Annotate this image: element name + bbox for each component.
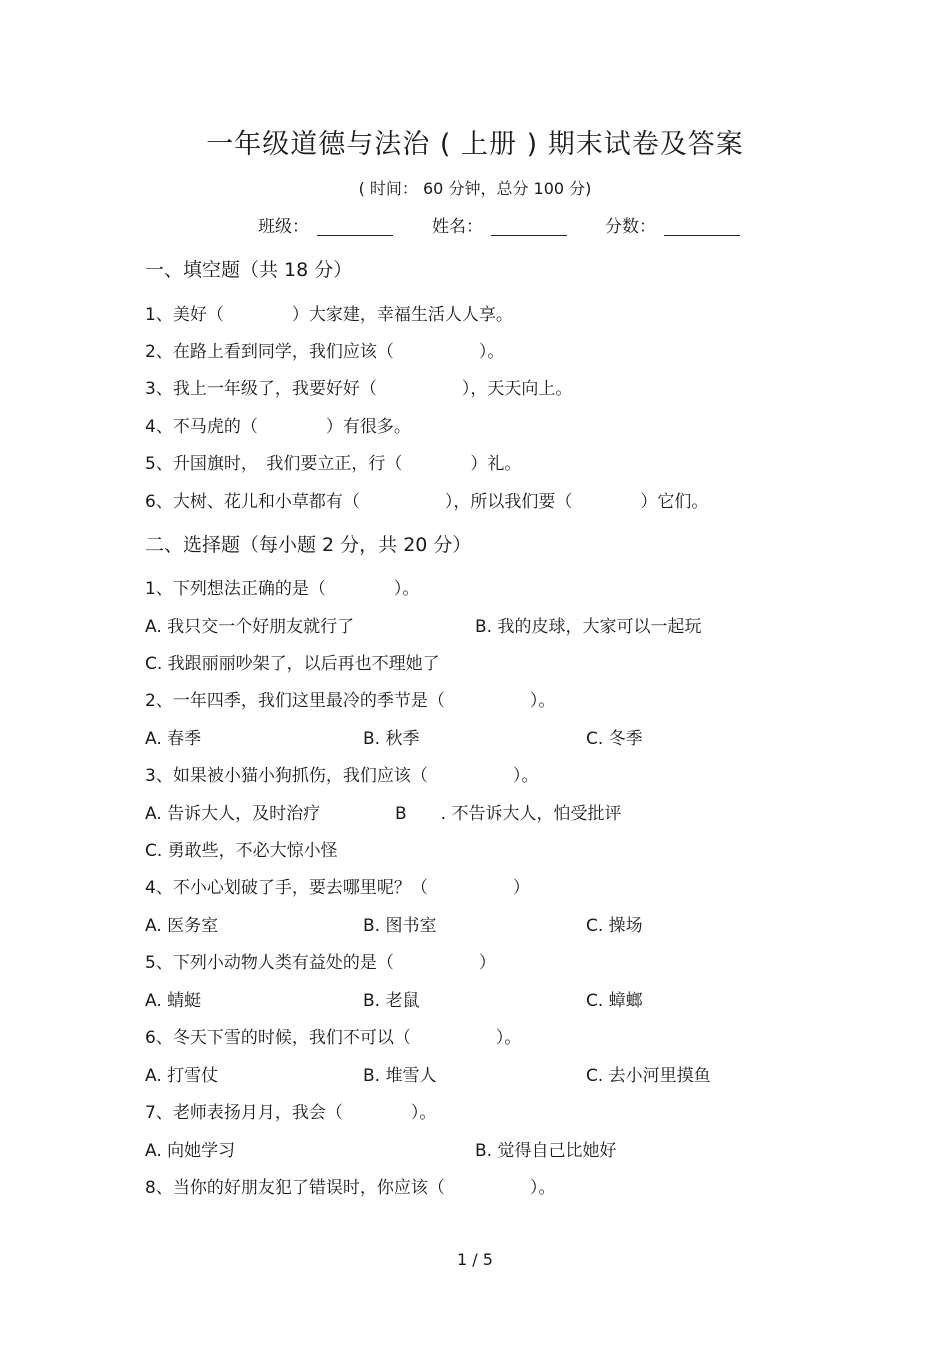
- exam-subtitle: ( 时间： 60 分钟，总分 100 分): [358, 179, 592, 198]
- name-blank: [491, 217, 567, 236]
- class-field: [258, 212, 393, 237]
- name-field: [432, 212, 567, 237]
- option-a: A. 向她学习: [145, 1141, 236, 1161]
- option-a: A. 我只交一个好朋友就行了: [145, 617, 355, 637]
- option-b: B. 我的皮球，大家可以一起玩: [475, 617, 702, 637]
- section-1-heading: 一、填空题（共 18 分）: [145, 259, 353, 281]
- option-b: B. 老鼠: [363, 991, 420, 1011]
- class-label: 班级：: [258, 217, 309, 237]
- choice-question: 6、冬天下雪的时候，我们不可以（ ）。: [145, 1028, 522, 1048]
- option-a: A. 春季: [145, 729, 202, 749]
- option-a: A. 告诉大人，及时治疗: [145, 804, 321, 824]
- option-a: A. 医务室: [145, 916, 219, 936]
- page-number: 1 / 5: [457, 1250, 493, 1269]
- option-c: C. 操场: [586, 916, 643, 936]
- option-c: C. 去小河里摸鱼: [586, 1066, 711, 1086]
- score-field: [605, 212, 740, 237]
- fill-question: 6、大树、花儿和小草都有（ ），所以我们要（ ）它们。: [145, 492, 709, 512]
- name-label: 姓名：: [432, 217, 483, 237]
- choice-question: 1、下列想法正确的是（ ）。: [145, 579, 420, 599]
- fill-question: 5、升国旗时， 我们要立正，行（ ）礼。: [145, 454, 522, 474]
- option-c: C. 冬季: [586, 729, 643, 749]
- class-blank: [317, 217, 393, 236]
- choice-question: 3、如果被小猫小狗抓伤，我们应该（ ）。: [145, 766, 539, 786]
- fill-question: 4、不马虎的（ ）有很多。: [145, 417, 411, 437]
- option-c: C. 勇敢些，不必大惊小怪: [145, 841, 338, 861]
- option-a: A. 蜻蜓: [145, 991, 202, 1011]
- option-b: B. 秋季: [363, 729, 420, 749]
- choice-question: 8、当你的好朋友犯了错误时，你应该（ ）。: [145, 1178, 556, 1198]
- fill-question: 3、我上一年级了，我要好好（ ），天天向上。: [145, 379, 573, 399]
- option-c: C. 我跟丽丽吵架了，以后再也不理她了: [145, 654, 440, 674]
- score-label: 分数：: [605, 217, 656, 237]
- page-title: 一年级道德与法治 ( 上册 ) 期末试卷及答案: [206, 129, 744, 160]
- score-blank: [664, 217, 740, 236]
- option-b: B. 堆雪人: [363, 1066, 437, 1086]
- choice-question: 5、下列小动物人类有益处的是（ ）: [145, 953, 496, 973]
- option-b: B. 觉得自己比她好: [475, 1141, 617, 1161]
- option-a: A. 打雪仗: [145, 1066, 219, 1086]
- fill-question: 2、在路上看到同学，我们应该（ ）。: [145, 342, 505, 362]
- choice-question: 4、不小心划破了手，要去哪里呢？（ ）: [145, 878, 530, 898]
- option-b: B. 图书室: [363, 916, 437, 936]
- option-b: B . 不告诉大人，怕受批评: [395, 804, 622, 824]
- choice-question: 7、老师表扬月月，我会（ ）。: [145, 1103, 437, 1123]
- option-c: C. 蟑螂: [586, 991, 643, 1011]
- section-2-heading: 二、选择题（每小题 2 分，共 20 分）: [145, 534, 472, 556]
- fill-question: 1、美好（ ）大家建，幸福生活人人享。: [145, 305, 513, 325]
- choice-question: 2、一年四季，我们这里最冷的季节是（ ）。: [145, 691, 556, 711]
